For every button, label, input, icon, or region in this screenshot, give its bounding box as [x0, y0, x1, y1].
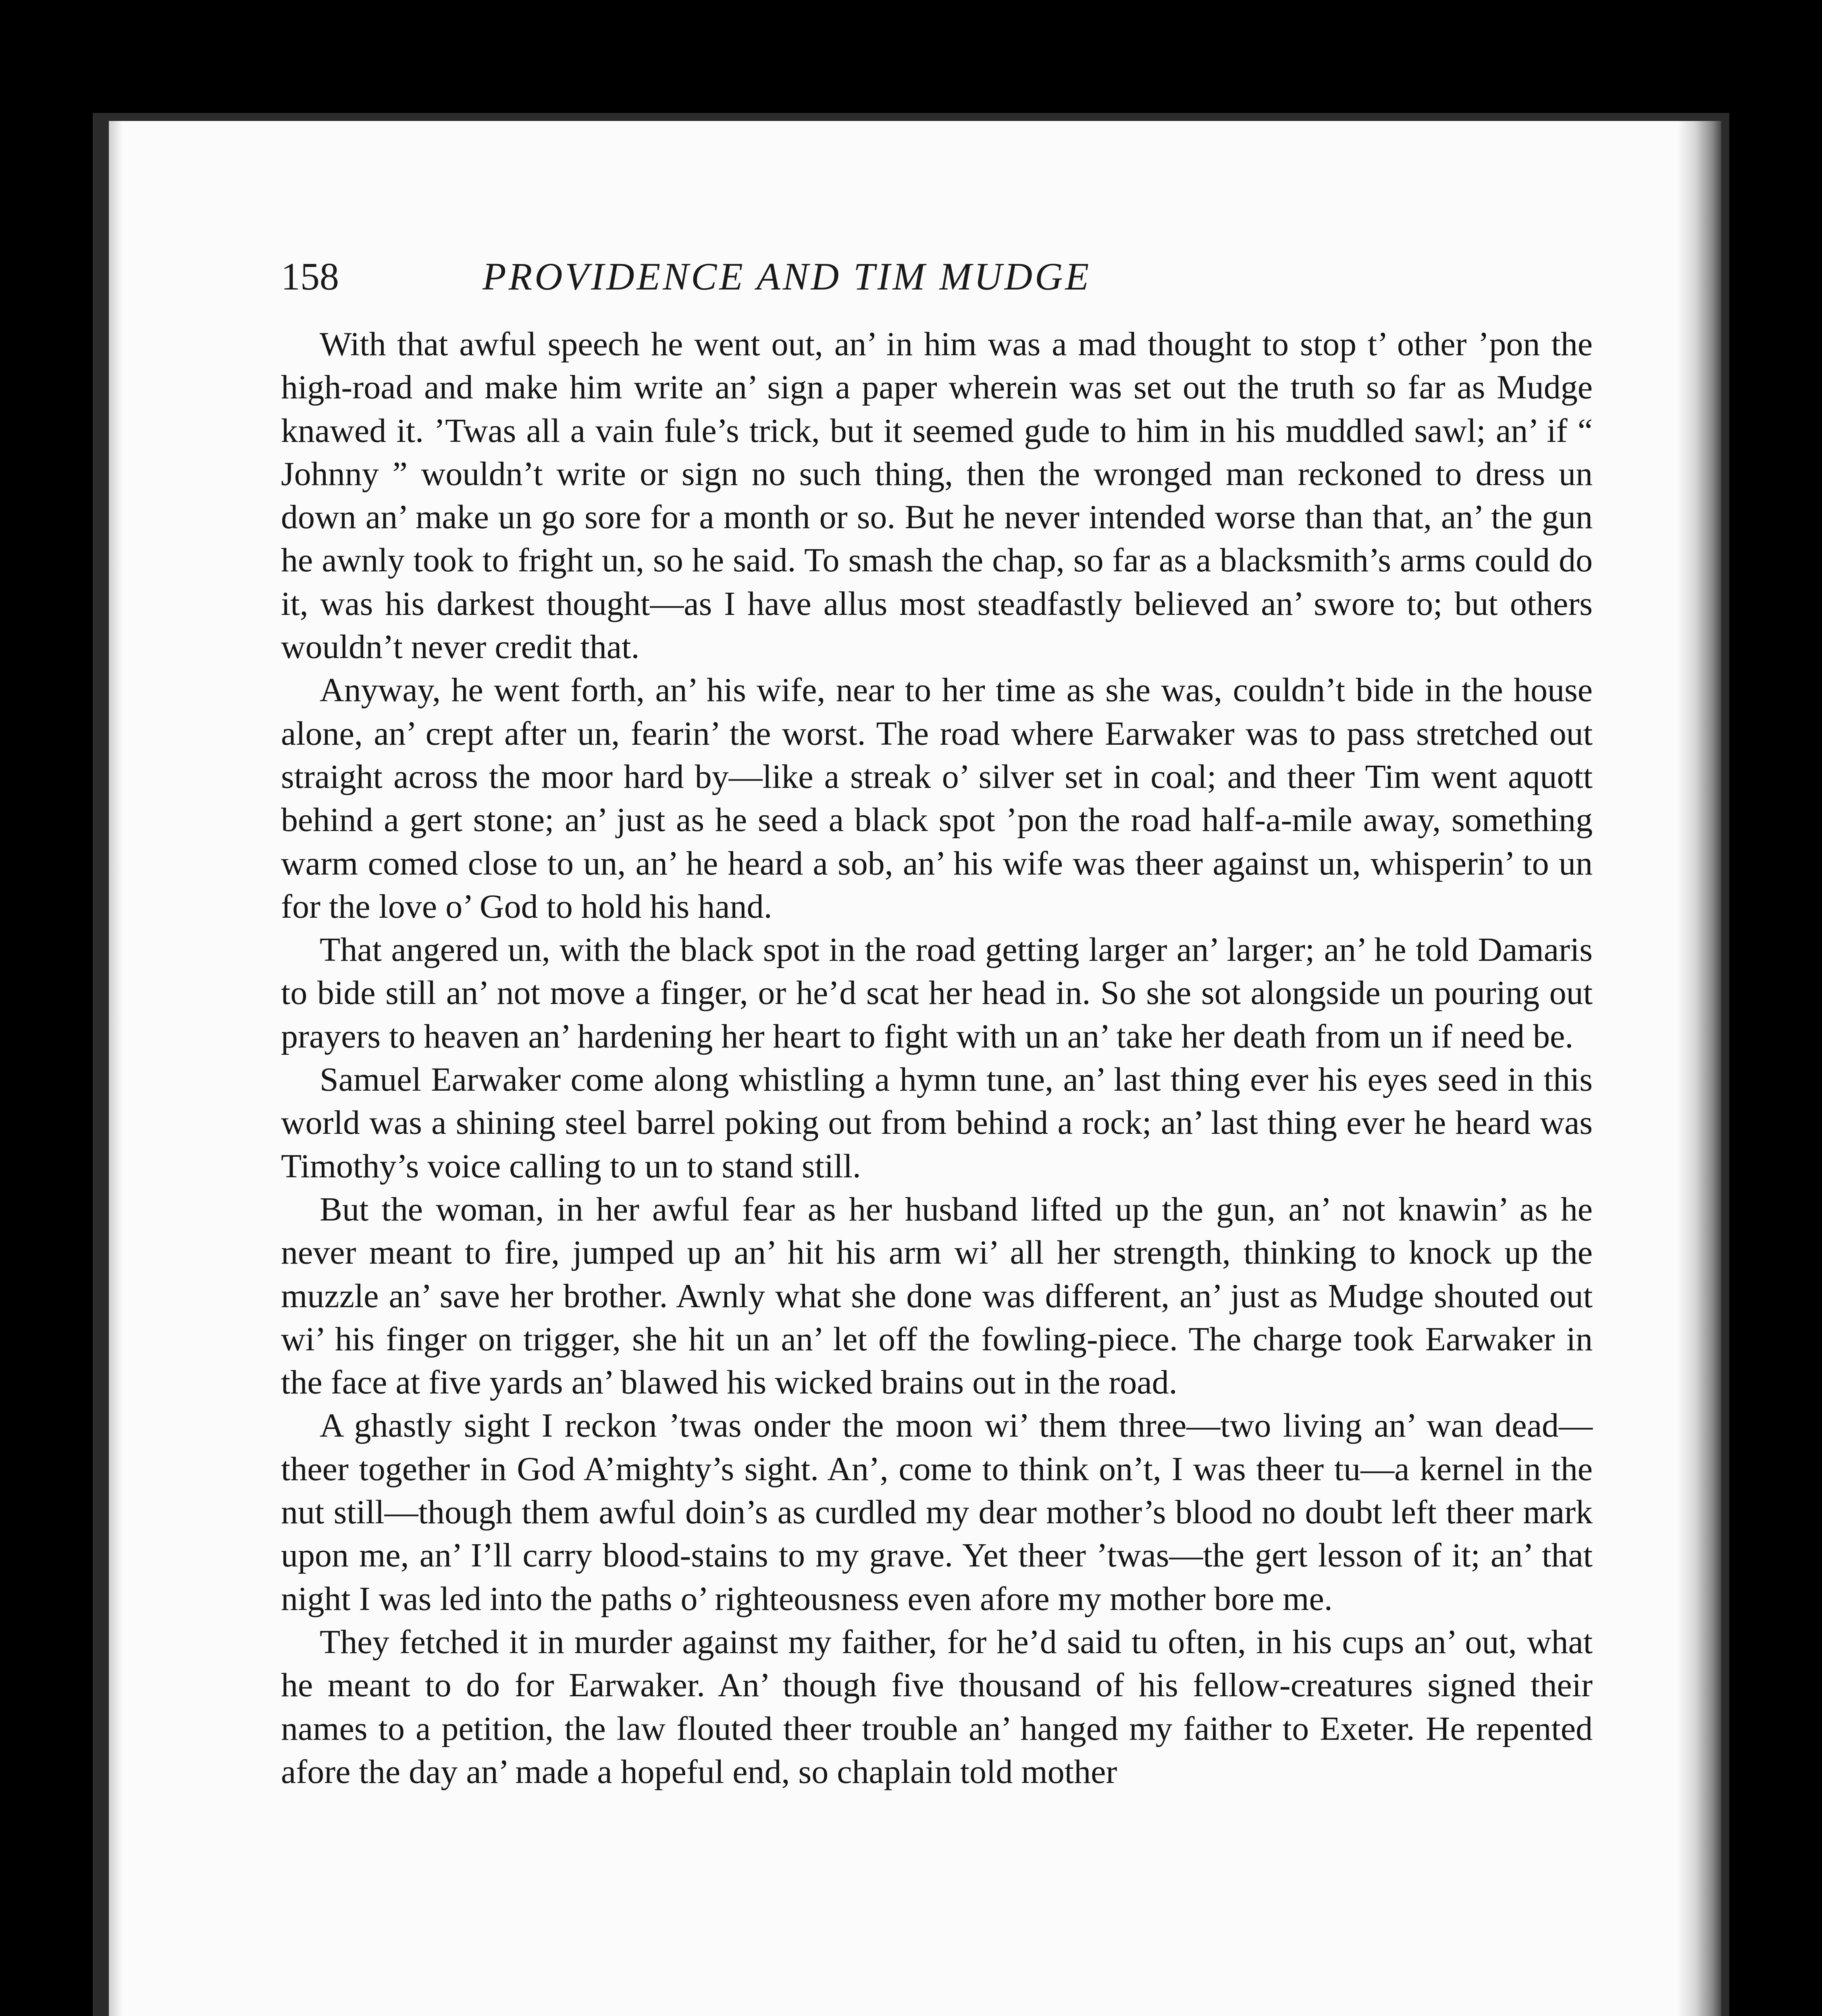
text-block — [281, 254, 1593, 2016]
paragraph: A ghastly sight I reckon ’twas onder the moon wi’ them three—two living an’ wan dead—theer together in God A’mighty’s sight. An’, come to think on’t, I was theer tu—a kernel in the nut still—though them awful doin’s as curdled my dear mother’s blood no doubt left theer mark upon me, an’ I’ll carry blood-stains to my grave. Yet theer ’twas—the gert lesson of it; an’ that night I was led into the paths o’ righteousness even afore my mother bore me. — [281, 1407, 1593, 1618]
page-left-edge — [109, 121, 123, 2016]
running-title: PROVIDENCE AND TIM MUDGE — [483, 255, 1092, 298]
paragraph: With that awful speech he went out, an’ in him was a mad thought to stop t’ other ’pon the high-road and make him write an’ sign a paper wherein was set out the truth so far as Mudge knawed it. ’Twas all a vain fule’s trick, but it seemed gude to him in his muddled sawl; an’ if “ Johnny ” wouldn’t write or sign no such thing, then the wronged man reckoned to dress un down an’ make un go sore for a month or so. But he never intended worse than that, an’ the gun he awnly took to fright un, so he said. To smash the chap, so far as a blacksmith’s arms could do it, was his darkest thought—as I have allus most steadfastly believed an’ swore to; but others wouldn’t never credit that. — [281, 325, 1593, 666]
binding-gutter — [1677, 121, 1721, 2016]
running-head — [281, 254, 1593, 314]
paragraph: They fetched it in murder against my faither, for he’d said tu often, in his cups an’ out, what he meant to do for Earwaker. An’ though five thousand of his fellow-creatures signed their names to a petition, the law flouted theer trouble an’ hanged my faither to Exeter. He repented afore the day an’ made a hopeful end, so chaplain told mother — [281, 1623, 1593, 1791]
paragraph: Anyway, he went forth, an’ his wife, near to her time as she was, couldn’t bide in the house alone, an’ crept after un, fearin’ the worst. The road where Earwaker was to pass stretched out straight across the moor hard by—like a streak o’ silver set in coal; and theer Tim went aquott behind a gert stone; an’ just as he seed a black spot ’pon the road half-a-mile away, something warm comed close to un, an’ he heard a sob, an’ his wife was theer against un, whisperin’ to un for the love o’ God to hold his hand. — [281, 671, 1593, 925]
paragraph: That angered un, with the black spot in the road getting larger an’ larger; an’ he told Damaris to bide still an’ not move a finger, or he’d scat her head in. So she sot alongside un pouring out prayers to heaven an’ hardening her heart to fight with un an’ take her death from un if need be. — [281, 931, 1593, 1055]
paragraph: Samuel Earwaker come along whistling a hymn tune, an’ last thing ever his eyes seed in this world was a shining steel barrel poking out from behind a rock; an’ last thing ever he heard was Timothy’s voice calling to un to stand still. — [281, 1061, 1593, 1185]
paragraph: But the woman, in her awful fear as her husband lifted up the gun, an’ not knawin’ as he never meant to fire, jumped up an’ hit his arm wi’ all her strength, thinking to knock up the muzzle an’ save her brother. Awnly what she done was different, an’ just as Mudge shouted out wi’ his finger on trigger, she hit un an’ let off the fowling-piece. The charge took Earwaker in the face at five yards an’ blawed his wicked brains out in the road. — [281, 1190, 1593, 1402]
body-text — [281, 323, 1593, 1793]
page-number: 158 — [281, 255, 339, 298]
